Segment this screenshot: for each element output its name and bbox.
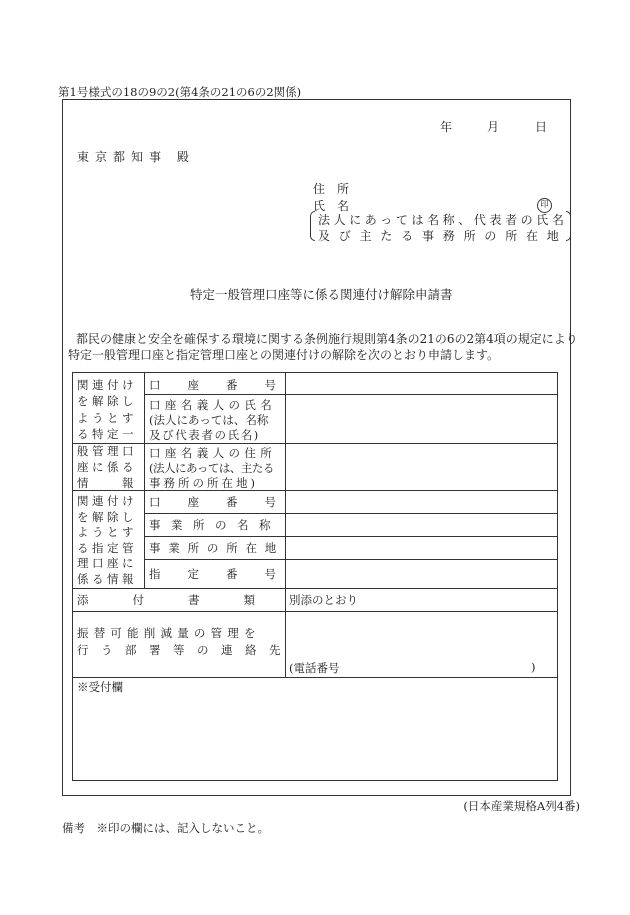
- addressee: 東京都知事 殿: [77, 150, 195, 164]
- table-rule: [73, 443, 557, 444]
- corporate-note: [310, 211, 571, 243]
- left-bracket: [310, 211, 315, 241]
- table-rule: [144, 394, 557, 395]
- date-month-label: 月: [487, 120, 500, 134]
- corporate-note-line2: 及び主たる事務所の所在地: [318, 229, 568, 243]
- attachments-value: 別添のとおり: [289, 593, 358, 607]
- application-table: [72, 372, 558, 781]
- contact-label: 振替可能削減量の管理を 行う部署等の連絡先: [77, 626, 293, 657]
- body-text-line2: 特定一般管理口座と指定管理口座との関連付けの解除を次のとおり申請します。: [68, 348, 500, 362]
- section1-label: 関連付け を解除し ようとす る特定一 般管理口 座に係る 情 報: [77, 378, 137, 491]
- body-text-line1: 都民の健康と安全を確保する環境に関する条例施行規則第4条の21の6の2第4項の規定により: [76, 332, 578, 346]
- designation-number-label: 指定番号: [149, 567, 303, 581]
- reception-label: ※受付欄: [77, 680, 123, 694]
- holder-address-label: 口座名義人の住所 (法人にあっては、主たる 事務所の所在地): [149, 446, 277, 490]
- seal-mark: 印: [537, 198, 552, 213]
- table-rule: [73, 588, 557, 589]
- applicant-address-label: 住 所: [313, 182, 350, 196]
- table-rule: [144, 559, 557, 560]
- form-number-label: 第1号様式の18の9の2(第4条の21の6の2関係): [58, 85, 302, 99]
- office-location-label: 事業所の所在地: [149, 541, 285, 555]
- right-bracket: [566, 211, 571, 241]
- account-number-label: 口座番号: [149, 378, 303, 392]
- phone-close-paren: ): [531, 660, 536, 674]
- date-year-label: 年: [440, 120, 453, 134]
- applicant-name-label: 氏 名: [313, 199, 350, 213]
- office-name-label: 事業所の名称: [149, 518, 281, 532]
- table-rule: [144, 536, 557, 537]
- holder-name-label: 口座名義人の氏名 (法人にあっては、名称 及び代表者の氏名): [149, 398, 277, 442]
- date-day-label: 日: [535, 120, 548, 134]
- phone-label: (電話番号: [289, 661, 340, 675]
- table-rule: [73, 490, 557, 491]
- document-title: 特定一般管理口座等に係る関連付け解除申請書: [190, 287, 453, 302]
- table-rule: [144, 513, 557, 514]
- remarks-note: 備考 ※印の欄には、記入しないこと。: [62, 821, 269, 835]
- account-number-label-2: 口座番号: [149, 495, 303, 509]
- section2-label: 関連付け を解除し ようとす る指定管 理口座に 係る情報: [77, 494, 137, 586]
- corporate-note-line1: 法人にあっては名称、代表者の氏名: [318, 213, 568, 227]
- attachments-label: 添付書類: [77, 593, 299, 607]
- table-rule: [144, 373, 145, 588]
- table-rule: [73, 611, 557, 612]
- paper-standard-label: (日本産業規格A列4番): [463, 799, 580, 813]
- table-rule: [73, 677, 557, 678]
